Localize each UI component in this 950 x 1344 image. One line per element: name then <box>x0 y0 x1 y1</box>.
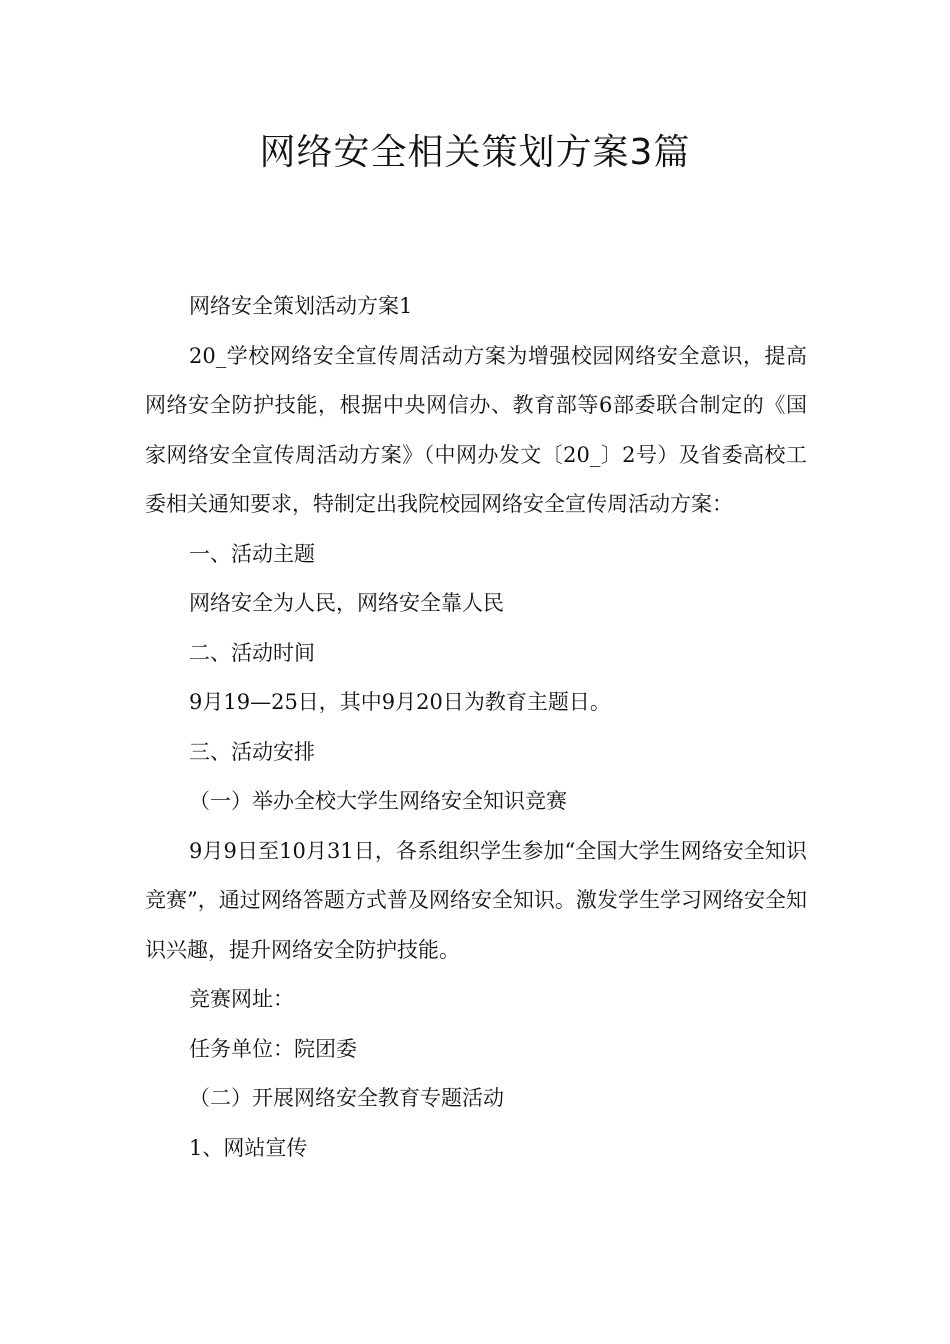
document-body <box>145 282 807 1173</box>
section-heading-plan-1: 网络安全策划活动方案1 <box>189 294 413 318</box>
subheading-contest: （一）举办全校大学生网络安全知识竞赛 <box>189 789 567 813</box>
heading-time: 二、活动时间 <box>189 640 315 665</box>
task-unit-text: 任务单位：院团委 <box>189 1036 357 1061</box>
time-text: 9月19—25日，其中9月20日为教育主题日。 <box>189 690 611 714</box>
document-title: 网络安全相关策划方案3篇 <box>259 132 691 173</box>
contest-url-label: 竞赛网址： <box>189 987 294 1011</box>
heading-theme: 一、活动主题 <box>189 541 315 566</box>
subheading-education: （二）开展网络安全教育专题活动 <box>189 1086 504 1110</box>
intro-paragraph: 20_学校网络安全宣传周活动方案为增强校园网络安全意识，提高网络安全防护技能，根据中央网信办、教育部等6部委联合制定的《国家网络安全宣传周活动方案》（中网办发文〔20_〕2号）及省委高校工委相关通知要求，特制定出我院校园网络安全宣传周活动方案： <box>145 343 807 516</box>
contest-paragraph: 9月9日至10月31日，各系组织学生参加“全国大学生网络安全知识竞赛”，通过网络答题方式普及网络安全知识。激发学生学习网络安全知识兴趣，提升网络安全防护技能。 <box>145 838 807 962</box>
heading-arrangement: 三、活动安排 <box>189 739 315 764</box>
theme-text: 网络安全为人民，网络安全靠人民 <box>189 591 504 615</box>
item-website-promotion: 1、网站宣传 <box>189 1135 308 1160</box>
